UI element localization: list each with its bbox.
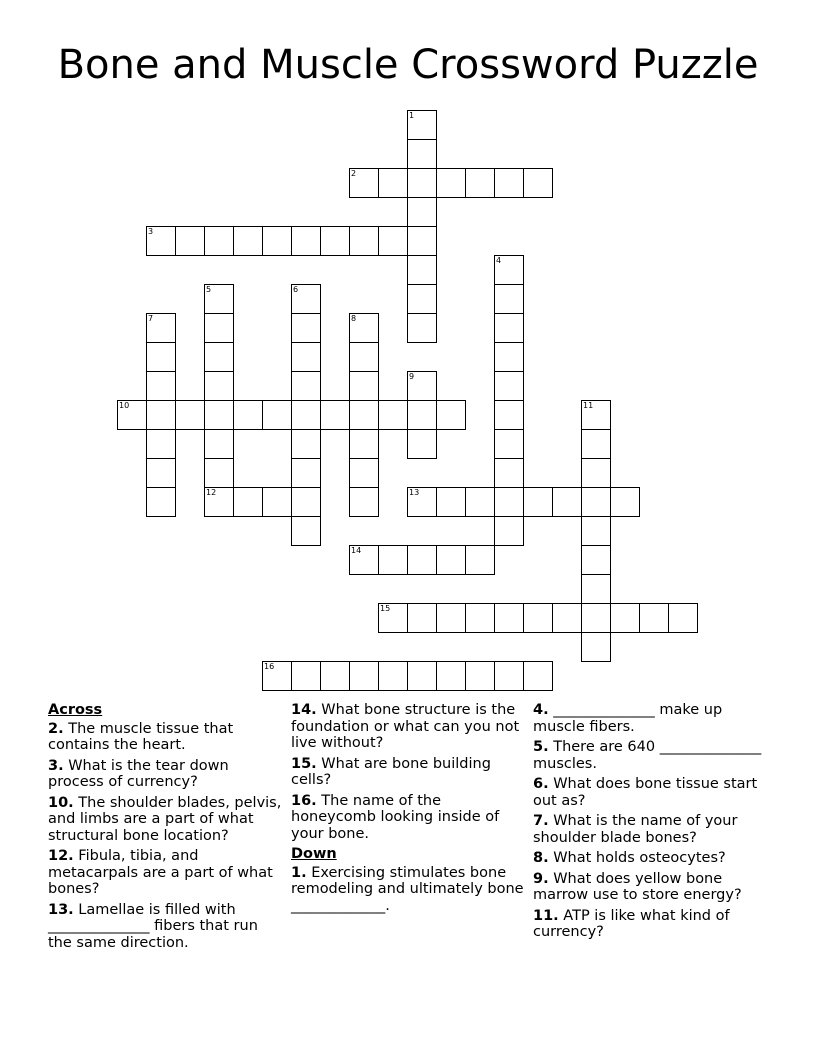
grid-cell[interactable] — [378, 226, 408, 256]
clue — [533, 776, 769, 809]
clue-number: 13 — [409, 488, 420, 497]
grid-cell[interactable] — [581, 632, 611, 662]
grid-cell[interactable] — [378, 661, 408, 691]
clue — [48, 795, 284, 845]
grid-cell[interactable] — [204, 429, 234, 459]
clue-number: 11 — [583, 401, 594, 410]
clue-number: 2. — [48, 720, 64, 737]
clue-number: 3. — [48, 757, 64, 774]
clue — [533, 702, 769, 735]
clue-number: 12. — [48, 848, 74, 864]
clue-text: The shoulder blades, pelvis, and limbs are a part of what structural bone location? — [48, 794, 282, 844]
clue-number: 16. — [291, 792, 317, 809]
grid-cell[interactable] — [146, 487, 176, 517]
clue-number: 15. — [291, 755, 317, 772]
grid-cell[interactable] — [349, 429, 379, 459]
grid-cell[interactable] — [436, 545, 466, 575]
grid-cell[interactable] — [291, 313, 321, 343]
clue-text: What is the tear down process of currency? — [48, 757, 229, 790]
grid-cell[interactable] — [378, 545, 408, 575]
clue-text: Lamellae is filled with ______________ fibers that run the same direction. — [48, 901, 258, 951]
grid-cell[interactable] — [523, 487, 553, 517]
grid-cell[interactable] — [494, 284, 524, 314]
clue — [291, 865, 527, 915]
grid-cell[interactable] — [465, 487, 495, 517]
grid-cell[interactable] — [436, 661, 466, 691]
grid-cell[interactable] — [581, 574, 611, 604]
grid-cell[interactable] — [349, 661, 379, 691]
grid-cell[interactable] — [668, 603, 698, 633]
clue-text: What bone structure is the foundation or what can you not live without? — [291, 702, 520, 751]
clue-number: 15 — [380, 604, 391, 613]
grid-cell[interactable] — [146, 458, 176, 488]
clue-number: 8. — [533, 850, 549, 866]
grid-cell[interactable] — [494, 603, 524, 633]
grid-cell[interactable] — [407, 603, 437, 633]
grid-cell[interactable] — [494, 371, 524, 401]
grid-cell[interactable] — [175, 400, 205, 430]
grid-cell[interactable] — [494, 458, 524, 488]
grid-cell[interactable] — [320, 226, 350, 256]
grid-cell[interactable] — [494, 342, 524, 372]
clue — [291, 702, 527, 752]
grid-cell[interactable] — [494, 487, 524, 517]
clue — [533, 813, 769, 846]
grid-cell[interactable] — [494, 168, 524, 198]
grid-cell[interactable] — [262, 661, 292, 691]
clues-column-3 — [533, 702, 769, 945]
grid-cell[interactable] — [407, 400, 437, 430]
clues-column-1 — [48, 702, 284, 955]
grid-cell[interactable] — [465, 661, 495, 691]
grid-cell[interactable] — [117, 400, 147, 430]
grid-cell[interactable] — [349, 313, 379, 343]
grid-cell[interactable] — [291, 516, 321, 546]
grid-cell[interactable] — [291, 458, 321, 488]
grid-cell[interactable] — [146, 342, 176, 372]
clue — [533, 908, 769, 941]
clue — [291, 793, 527, 843]
clue — [533, 850, 769, 867]
grid-cell[interactable] — [407, 313, 437, 343]
grid-cell[interactable] — [291, 400, 321, 430]
clue-number: 2 — [351, 169, 357, 178]
clue-number: 11. — [533, 907, 559, 924]
grid-cell[interactable] — [523, 168, 553, 198]
grid-cell[interactable] — [262, 400, 292, 430]
clue — [48, 758, 284, 791]
grid-cell[interactable] — [291, 487, 321, 517]
grid-cell[interactable] — [494, 400, 524, 430]
clue-number: 8 — [351, 314, 357, 323]
grid-cell[interactable] — [407, 139, 437, 169]
clue-number: 5 — [206, 285, 212, 294]
grid-cell[interactable] — [581, 429, 611, 459]
grid-cell[interactable] — [494, 516, 524, 546]
grid-cell[interactable] — [436, 603, 466, 633]
grid-cell[interactable] — [349, 226, 379, 256]
grid-cell[interactable] — [552, 487, 582, 517]
grid-cell[interactable] — [349, 458, 379, 488]
grid-cell[interactable] — [146, 400, 176, 430]
grid-cell[interactable] — [349, 545, 379, 575]
clue-text: ______________ make up muscle fibers. — [533, 702, 723, 735]
grid-cell[interactable] — [349, 487, 379, 517]
clue-number: 16 — [264, 662, 275, 671]
clue-text: What does bone tissue start out as? — [533, 776, 758, 809]
clue-text: ATP is like what kind of currency? — [533, 907, 730, 940]
clue-number: 6 — [293, 285, 299, 294]
grid-cell[interactable] — [523, 661, 553, 691]
grid-cell[interactable] — [146, 371, 176, 401]
grid-cell[interactable] — [204, 226, 234, 256]
grid-cell[interactable] — [204, 400, 234, 430]
clues-column-2 — [291, 702, 527, 918]
clue-number: 12 — [206, 488, 217, 497]
clue — [48, 902, 284, 952]
grid-cell[interactable] — [407, 284, 437, 314]
grid-cell[interactable] — [349, 168, 379, 198]
clue-text: The muscle tissue that contains the heart. — [48, 720, 234, 753]
grid-cell[interactable] — [407, 371, 437, 401]
clue-text: The name of the honeycomb looking inside of your bone. — [291, 792, 500, 842]
grid-cell[interactable] — [233, 487, 263, 517]
across-heading: Across — [48, 702, 103, 718]
grid-cell[interactable] — [581, 603, 611, 633]
grid-cell[interactable] — [581, 545, 611, 575]
grid-cell[interactable] — [146, 313, 176, 343]
clue-number: 4 — [496, 256, 502, 265]
grid-cell[interactable] — [204, 458, 234, 488]
grid-cell[interactable] — [378, 168, 408, 198]
grid-cell[interactable] — [494, 313, 524, 343]
grid-cell[interactable] — [349, 342, 379, 372]
clue-number: 3 — [148, 227, 154, 236]
grid-cell[interactable] — [407, 226, 437, 256]
grid-cell[interactable] — [175, 226, 205, 256]
clue-text: What holds osteocytes? — [548, 850, 726, 866]
grid-cell[interactable] — [349, 400, 379, 430]
clue — [533, 739, 769, 772]
grid-cell[interactable] — [378, 400, 408, 430]
clue-number: 6. — [533, 776, 549, 792]
clue-text: Fibula, tibia, and metacarpals are a part of what bones? — [48, 848, 273, 897]
clue — [291, 756, 527, 789]
clue-number: 14. — [291, 702, 317, 718]
grid-cell[interactable] — [581, 458, 611, 488]
grid-cell[interactable] — [407, 545, 437, 575]
grid-cell[interactable] — [349, 371, 379, 401]
grid-cell[interactable] — [494, 661, 524, 691]
grid-cell[interactable] — [523, 603, 553, 633]
clue-number: 7. — [533, 813, 549, 829]
grid-cell[interactable] — [204, 487, 234, 517]
clue-number: 5. — [533, 739, 549, 755]
grid-cell[interactable] — [204, 284, 234, 314]
grid-cell[interactable] — [407, 661, 437, 691]
clue-number: 13. — [48, 901, 74, 918]
clue-number: 4. — [533, 702, 549, 718]
grid-cell[interactable] — [494, 255, 524, 285]
grid-cell[interactable] — [204, 313, 234, 343]
clue-number: 10. — [48, 794, 74, 811]
grid-cell[interactable] — [465, 168, 495, 198]
clue-number: 7 — [148, 314, 154, 323]
grid-cell[interactable] — [291, 429, 321, 459]
grid-cell[interactable] — [407, 197, 437, 227]
grid-cell[interactable] — [204, 342, 234, 372]
grid-cell[interactable] — [291, 226, 321, 256]
clue-number: 9 — [409, 372, 415, 381]
grid-cell[interactable] — [233, 226, 263, 256]
grid-cell[interactable] — [407, 168, 437, 198]
grid-cell[interactable] — [407, 429, 437, 459]
grid-cell[interactable] — [407, 487, 437, 517]
grid-cell[interactable] — [233, 400, 263, 430]
clue-text: What does yellow bone marrow use to store energy? — [533, 870, 742, 903]
grid-cell[interactable] — [436, 168, 466, 198]
puzzle-title: Bone and Muscle Crossword Puzzle — [57, 42, 759, 88]
clue-text: What is the name of your shoulder blade bones? — [533, 813, 738, 846]
grid-cell[interactable] — [407, 255, 437, 285]
grid-cell[interactable] — [204, 371, 234, 401]
grid-cell[interactable] — [262, 226, 292, 256]
clue-text: What are bone building cells? — [291, 755, 491, 788]
grid-cell[interactable] — [407, 110, 437, 140]
grid-cell[interactable] — [320, 661, 350, 691]
grid-cell[interactable] — [494, 429, 524, 459]
grid-cell[interactable] — [581, 516, 611, 546]
grid-cell[interactable] — [610, 487, 640, 517]
grid-cell[interactable] — [610, 603, 640, 633]
grid-cell[interactable] — [581, 487, 611, 517]
grid-cell[interactable] — [291, 342, 321, 372]
grid-cell[interactable] — [291, 371, 321, 401]
clue-number: 1 — [409, 111, 415, 120]
grid-cell[interactable] — [291, 661, 321, 691]
down-heading: Down — [291, 846, 337, 862]
clue — [48, 848, 284, 898]
clue — [533, 871, 769, 904]
grid-cell[interactable] — [436, 400, 466, 430]
grid-cell[interactable] — [291, 284, 321, 314]
grid-cell[interactable] — [581, 400, 611, 430]
clue-text: Exercising stimulates bone remodeling and ultimately bone _____________. — [291, 864, 524, 914]
clue-number: 14 — [351, 546, 362, 555]
grid-cell[interactable] — [465, 545, 495, 575]
grid-cell[interactable] — [465, 603, 495, 633]
clue-number: 9. — [533, 870, 549, 887]
clue-number: 10 — [119, 401, 130, 410]
grid-cell[interactable] — [378, 603, 408, 633]
grid-cell[interactable] — [436, 487, 466, 517]
clue — [48, 721, 284, 754]
grid-cell[interactable] — [146, 226, 176, 256]
grid-cell[interactable] — [262, 487, 292, 517]
grid-cell[interactable] — [146, 429, 176, 459]
grid-cell[interactable] — [320, 400, 350, 430]
grid-cell[interactable] — [639, 603, 669, 633]
grid-cell[interactable] — [552, 603, 582, 633]
clue-number: 1. — [291, 864, 307, 881]
clue-text: There are 640 ______________ muscles. — [533, 739, 762, 772]
